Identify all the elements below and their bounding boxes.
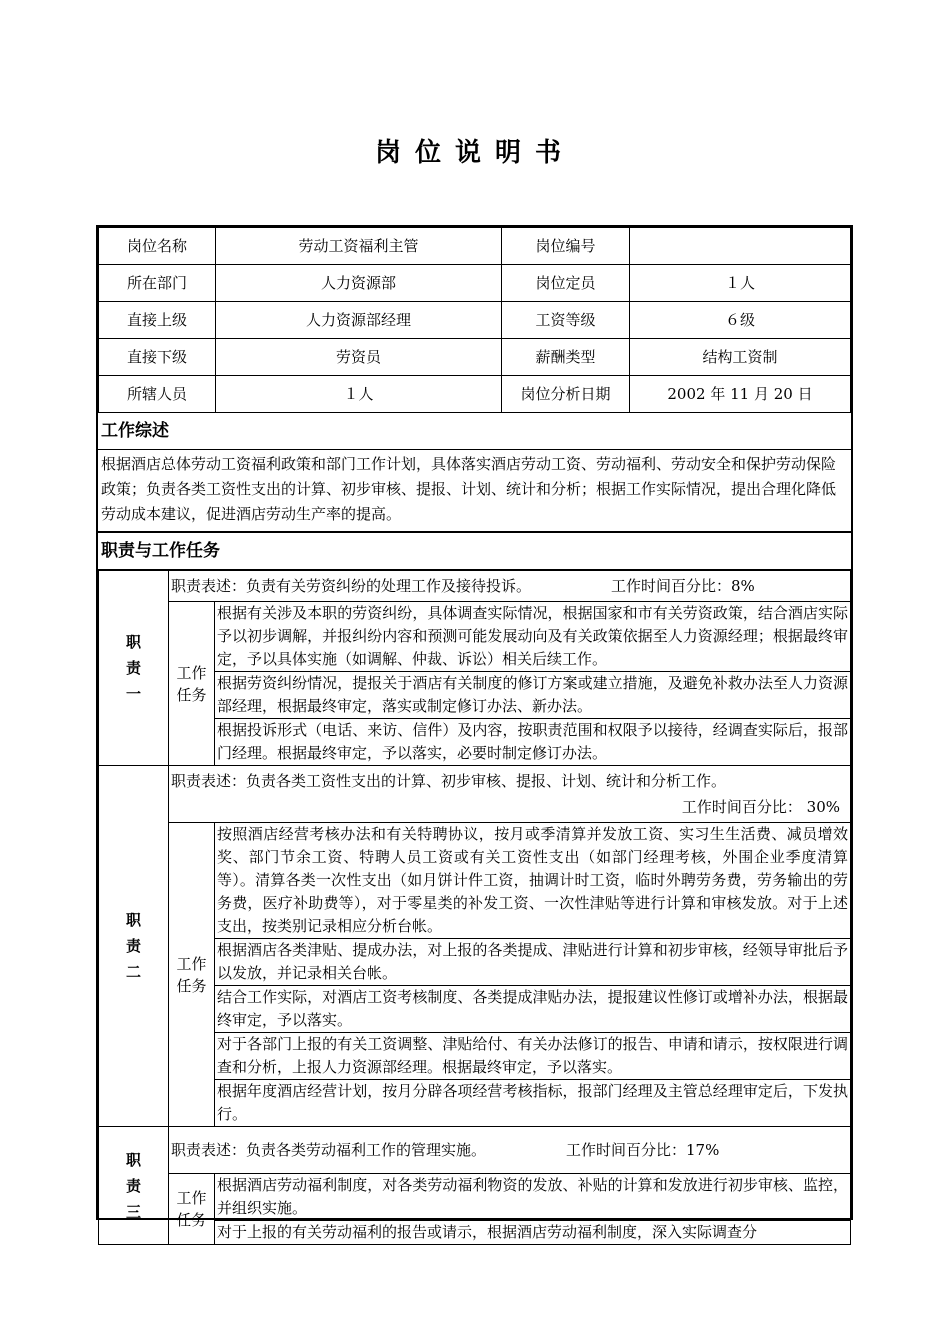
info-value: 人力资源部 (216, 265, 502, 302)
info-label: 工资等级 (502, 302, 630, 339)
basic-info-table (98, 227, 851, 413)
task-row (99, 1174, 851, 1221)
task-text: 根据劳资纠纷情况，提报关于酒店有关制度的修订方案或建立措施，及避免补救办法至人力资源部经理，根据最终审定，落实或制定修订办法、新办法。 (215, 672, 851, 719)
info-value: ６级 (630, 302, 851, 339)
task-text: 根据有关涉及本职的劳资纠纷，具体调查实际情况，根据国家和市有关劳资政策，结合酒店实际予以初步调解，并报纠纷内容和预测可能发展动向及有关政策依据至人力资源经理；根据最终审定，予以具体实施（如调解、仲裁、诉讼）相关后续工作。 (215, 602, 851, 672)
info-label: 岗位编号 (502, 228, 630, 265)
info-row (99, 302, 851, 339)
duty-statement: 职责表述：负责各类劳动福利工作的管理实施。 (171, 1141, 487, 1159)
duties-table (98, 570, 851, 1245)
task-text: 对于各部门上报的有关工资调整、津贴给付、有关办法修订的报告、申请和请示，按权限进行调查和分析，上报人力资源部经理。根据最终审定，予以落实。 (215, 1033, 851, 1080)
task-label (169, 1174, 215, 1245)
duty-statement-row (99, 766, 851, 823)
duty-percent: 工作时间百分比：17% (566, 1141, 720, 1159)
task-text: 按照酒店经营考核办法和有关特聘协议，按月或季清算并发放工资、实习生生活费、减员增效奖、部门节余工资、特聘人员工资或有关工资性支出（如部门经理考核，外围企业季度清算等）。清算各类一次性支出（如月饼计件工资，抽调计时工资，临时外聘劳务费，劳务输出的劳务费，医疗补助费等），对于零星类的补发工资、一次性津贴等进行计算和审核发放。对于上述支出，按类别记录相应分析台帐。 (215, 823, 851, 939)
task-label-text: 工作任务 (176, 954, 207, 995)
duty-statement: 职责表述：负责有关劳资纠纷的处理工作及接待投诉。 (171, 577, 532, 595)
info-label: 所在部门 (99, 265, 216, 302)
duty-label-text: 职责三 (126, 1150, 142, 1221)
summary-heading: 工作综述 (98, 413, 851, 450)
info-value: 2002 年 11 月 20 日 (630, 376, 851, 413)
info-row (99, 228, 851, 265)
info-value: 劳动工资福利主管 (216, 228, 502, 265)
job-description-form (96, 225, 853, 1241)
task-label-text: 工作任务 (176, 1189, 207, 1229)
duty-percent: 工作时间百分比： 30% (681, 798, 840, 816)
info-value (630, 228, 851, 265)
task-text: 根据年度酒店经营计划，按月分辟各项经营考核指标，报部门经理及主管总经理审定后，下发执行。 (215, 1080, 851, 1127)
info-label: 直接上级 (99, 302, 216, 339)
duty-label (99, 766, 169, 1127)
info-value: １人 (216, 376, 502, 413)
duty-statement-row (99, 571, 851, 602)
duty-statement-cell (169, 1127, 851, 1174)
summary-text: 根据酒店总体劳动工资福利政策和部门工作计划，具体落实酒店劳动工资、劳动福利、劳动安全和保护劳动保险政策；负责各类工资性支出的计算、初步审核、提报、计划、统计和分析；根据工作实际情况，提出合理化降低劳动成本建议，促进酒店劳动生产率的提高。 (98, 450, 851, 533)
duty-label (99, 1127, 169, 1245)
info-label: 岗位定员 (502, 265, 630, 302)
task-text: 根据酒店劳动福利制度，对各类劳动福利物资的发放、补贴的计算和发放进行初步审核、监控，并组织实施。 (215, 1174, 851, 1221)
duty-statement: 职责表述：负责各类工资性支出的计算、初步审核、提报、计划、统计和分析工作。 (171, 772, 727, 790)
info-label: 直接下级 (99, 339, 216, 376)
duty-percent: 工作时间百分比：8% (611, 577, 755, 595)
info-value: 人力资源部经理 (216, 302, 502, 339)
duty-label (99, 571, 169, 766)
task-text: 根据投诉形式（电话、来访、信件）及内容，按职责范围和权限予以接待，经调查实际后，报部门经理。根据最终审定，予以落实，必要时制定修订办法。 (215, 719, 851, 766)
task-label-text: 工作任务 (176, 663, 207, 704)
info-row (99, 376, 851, 413)
task-row (99, 823, 851, 939)
task-label (169, 823, 215, 1127)
info-value: 结构工资制 (630, 339, 851, 376)
duty-label-text: 职责一 (126, 633, 142, 703)
duties-heading: 职责与工作任务 (98, 533, 851, 570)
info-label: 薪酬类型 (502, 339, 630, 376)
task-row (99, 602, 851, 672)
task-text: 对于上报的有关劳动福利的报告或请示，根据酒店劳动福利制度，深入实际调查分 (215, 1221, 851, 1245)
info-label: 岗位名称 (99, 228, 216, 265)
page-title: 岗位说明书 (374, 138, 575, 168)
duty-label-text: 职责二 (126, 911, 142, 981)
task-label (169, 602, 215, 766)
task-text: 根据酒店各类津贴、提成办法，对上报的各类提成、津贴进行计算和初步审核，经领导审批后予以发放，并记录相关台帐。 (215, 939, 851, 986)
info-row (99, 265, 851, 302)
info-value: １人 (630, 265, 851, 302)
info-label: 岗位分析日期 (502, 376, 630, 413)
duty-statement-cell (169, 766, 851, 823)
duty-statement-row (99, 1127, 851, 1174)
info-value: 劳资员 (216, 339, 502, 376)
info-row (99, 339, 851, 376)
duty-statement-cell (169, 571, 851, 602)
info-label: 所辖人员 (99, 376, 216, 413)
task-text: 结合工作实际，对酒店工资考核制度、各类提成津贴办法，提报建议性修订或增补办法，根据最终审定，予以落实。 (215, 986, 851, 1033)
